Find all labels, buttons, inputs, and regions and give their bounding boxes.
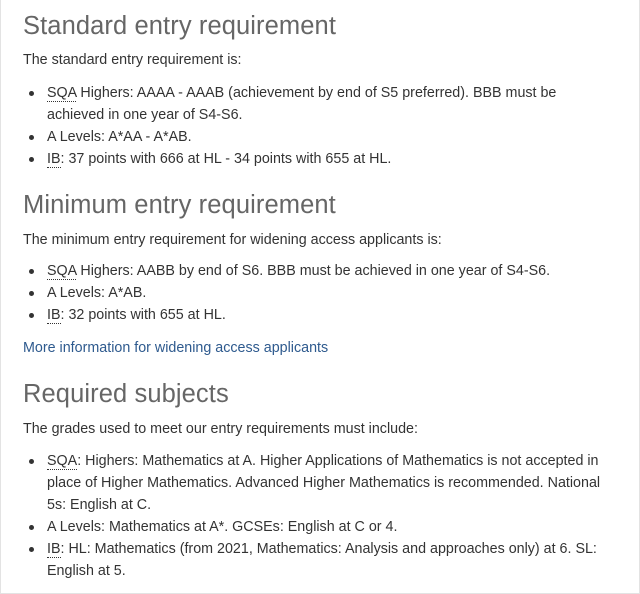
bullet-icon (29, 459, 34, 464)
bullet-icon (29, 157, 34, 162)
list-item-text: : 32 points with 655 at HL. (60, 307, 226, 323)
list-item-text: A Levels: A*AA - A*AB. (47, 129, 192, 145)
list-item-text: : 37 points with 666 at HL - 34 points with 655 at HL. (60, 151, 392, 167)
list-item (23, 82, 583, 126)
required-subjects-list (23, 450, 619, 582)
ib-abbreviation[interactable]: IB (47, 307, 61, 323)
ib-abbreviation[interactable]: IB (47, 151, 61, 167)
required-subjects-heading: Required subjects (23, 380, 229, 408)
list-item-text: A Levels: Mathematics at A*. GCSEs: English at C or 4. (47, 519, 398, 535)
bullet-icon (29, 547, 34, 552)
minimum-entry-list (23, 260, 583, 326)
bullet-icon (29, 525, 34, 530)
list-item (23, 260, 583, 282)
list-item-text: Highers: AABB by end of S6. BBB must be achieved in one year of S4-S6. (76, 263, 551, 279)
bullet-icon (29, 269, 34, 274)
list-item (23, 538, 619, 582)
sqa-abbreviation[interactable]: SQA (47, 453, 78, 469)
list-item (23, 282, 583, 304)
standard-entry-list (23, 82, 583, 170)
list-item-text: Highers: AAAA - AAAB (achievement by end of S5 preferred). BBB must be achieved in one year of S4-S6. (47, 85, 557, 123)
bullet-icon (29, 313, 34, 318)
list-item (23, 450, 619, 516)
standard-entry-intro: The standard entry requirement is: (23, 52, 242, 68)
standard-entry-heading: Standard entry requirement (23, 12, 337, 40)
list-item-text: : Highers: Mathematics at A. Higher Applications of Mathematics is not accepted in place of Higher Mathematics. Advanced Higher Mathematics is recommended. National 5s: English at C. (47, 453, 601, 513)
sqa-abbreviation[interactable]: SQA (47, 263, 77, 279)
minimum-entry-heading: Minimum entry requirement (23, 191, 336, 219)
widening-access-link[interactable]: More information for widening access applicants (23, 340, 329, 356)
sqa-abbreviation[interactable]: SQA (47, 85, 77, 101)
bullet-icon (29, 291, 34, 296)
list-item (23, 148, 583, 170)
bullet-icon (29, 135, 34, 140)
required-subjects-intro: The grades used to meet our entry requirements must include: (23, 421, 418, 437)
list-item-text: A Levels: A*AB. (47, 285, 147, 301)
minimum-entry-intro: The minimum entry requirement for widening access applicants is: (23, 232, 442, 248)
list-item (23, 516, 619, 538)
ib-abbreviation[interactable]: IB (47, 541, 61, 557)
bullet-icon (29, 91, 34, 96)
list-item (23, 126, 583, 148)
list-item (23, 304, 583, 326)
list-item-text: : HL: Mathematics (from 2021, Mathematics: Analysis and approaches only) at 6. SL: English at 5. (47, 541, 597, 579)
